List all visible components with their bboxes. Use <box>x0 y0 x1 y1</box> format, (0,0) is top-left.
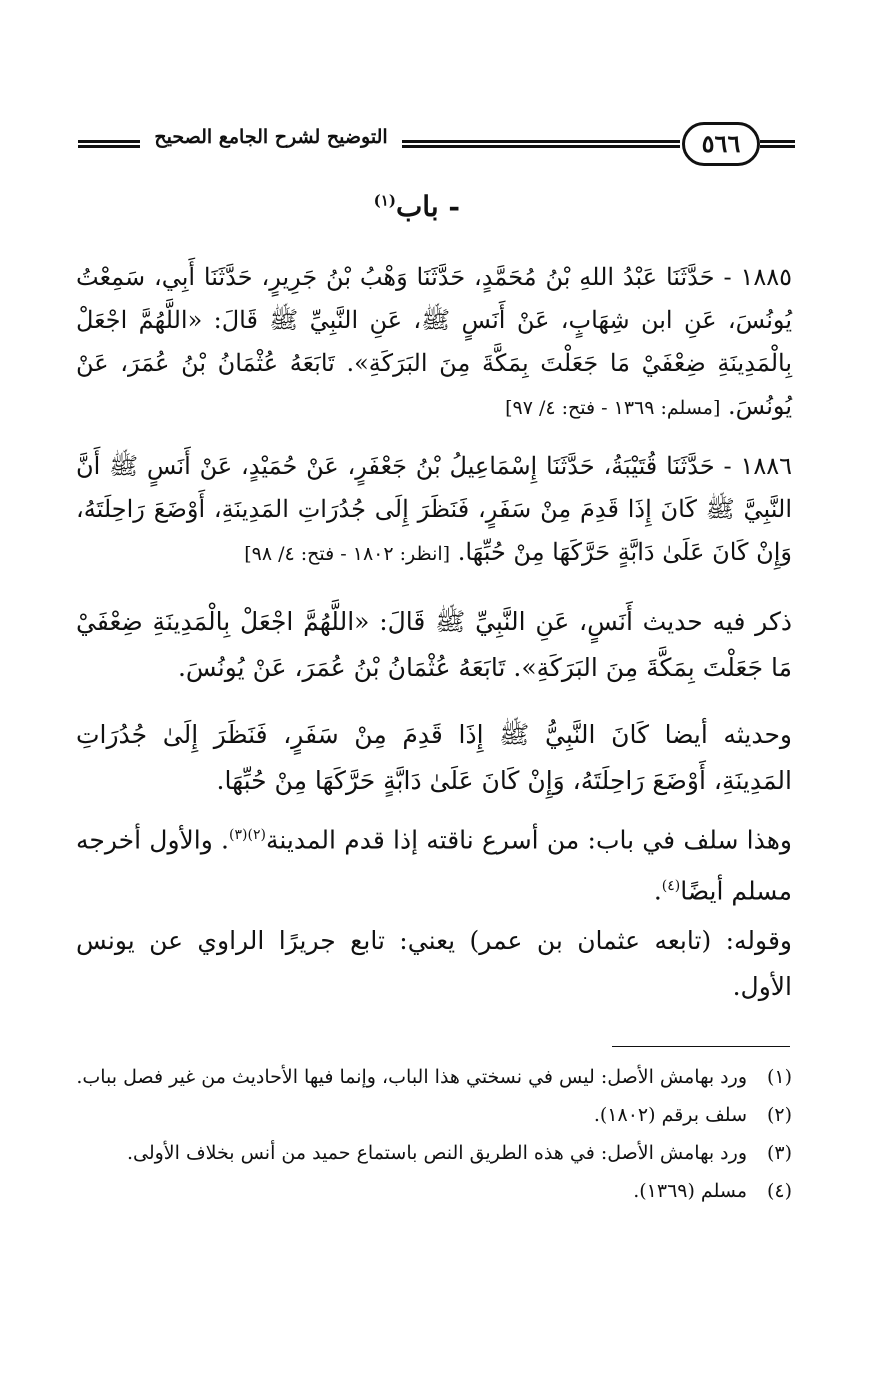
hadith-text: ١٨٨٥ - حَدَّثَنَا عَبْدُ اللهِ بْنُ مُحَمَّدٍ، حَدَّثَنَا وَهْبُ بْنُ جَرِيرٍ، حَدَّثَنَا أَبِي، سَمِعْتُ يُونُسَ، عَنِ ابن شِهَابٍ، عَنْ أَنَسٍ ﷺ، عَنِ النَّبِيِّ ﷺ قَالَ: «اللَّهُمَّ اجْعَلْ بِالْمَدِينَةِ ضِعْفَيْ مَا جَعَلْتَ بِمَكَّةَ مِنَ البَرَكَةِ». تَابَعَهُ عُثْمَانُ بْنُ عُمَرَ، عَنْ يُونُسَ. <box>76 263 792 420</box>
commentary-text: . والأول أخرجه مسلم أيضًا <box>76 825 792 906</box>
running-title: التوضيح لشرح الجامع الصحيح <box>154 126 388 148</box>
footnote-ref: (١) <box>373 191 396 210</box>
commentary-paragraph-2: وحديثه أيضا كَانَ النَّبِيُّ ﷺ إِذَا قَدِمَ مِنْ سَفَرٍ، فَنَظَرَ إِلَىٰ جُدُرَاتِ المَدِينَةِ، أَوْضَعَ رَاحِلَتَهُ، وَإِنْ كَانَ عَلَىٰ دَابَّةٍ حَرَّكَهَا مِنْ حُبِّهَا. <box>76 720 792 795</box>
footnote-number: (٣) <box>766 1142 792 1164</box>
footnotes <box>76 1058 792 1210</box>
hadith-1885 <box>76 256 792 430</box>
footnote <box>76 1134 792 1172</box>
footnote <box>76 1096 792 1134</box>
header-rule-left <box>78 140 140 148</box>
chapter-title: - باب <box>395 190 460 223</box>
hadith-source: [انظر: ١٨٠٢ - فتح: ٤/ ٩٨] <box>244 543 451 565</box>
footnote-ref: (٤) <box>661 878 681 895</box>
footnote-number: (١) <box>766 1066 792 1088</box>
footnote <box>76 1172 792 1210</box>
page-header <box>70 118 795 174</box>
footnote-text: ورد بهامش الأصل: في هذه الطريق النص باستماع حميد من أنس بخلاف الأولى. <box>126 1142 747 1164</box>
footnote-ref: (٢)(٣) <box>229 827 266 843</box>
footnote-number: (٢) <box>766 1104 792 1126</box>
commentary-text: . <box>653 876 662 906</box>
commentary-paragraph-3 <box>76 812 792 915</box>
header-rule-middle <box>402 140 680 148</box>
hadith-text: ١٨٨٦ - حَدَّثَنَا قُتَيْبَةُ، حَدَّثَنَا إِسْمَاعِيلُ بْنُ جَعْفَرٍ، عَنْ حُمَيْدٍ، عَنْ أَنَسٍ ﷺ أَنَّ النَّبِيَّ ﷺ كَانَ إِذَا قَدِمَ مِنْ سَفَرٍ، فَنَظَرَ إِلَى جُدُرَاتِ المَدِينَةِ، أَوْضَعَ رَاحِلَتَهُ، وَإِنْ كَانَ عَلَىٰ دَابَّةٍ حَرَّكَهَا مِنْ حُبِّهَا. <box>76 452 792 566</box>
footnote-number: (٤) <box>766 1180 792 1202</box>
footnote-text: سلف برقم (١٨٠٢). <box>593 1104 747 1126</box>
header-rule-right <box>760 140 795 148</box>
footnote-separator <box>612 1046 790 1047</box>
hadith-1886 <box>76 445 792 576</box>
footnote-text: ورد بهامش الأصل: ليس في نسختي هذا الباب، وإنما فيها الأحاديث من غير فصل بباب. <box>76 1066 747 1088</box>
chapter-heading <box>300 190 460 223</box>
commentary-paragraph-1: ذكر فيه حديث أَنَسٍ، عَنِ النَّبِيِّ ﷺ قَالَ: «اللَّهُمَّ اجْعَلْ بِالْمَدِينَةِ ضِعْفَيْ مَا جَعَلْتَ بِمَكَّةَ مِنَ البَرَكَةِ». تَابَعَهُ عُثْمَانُ بْنُ عُمَرَ، عَنْ يُونُسَ. <box>76 607 792 682</box>
commentary-text: وهذا سلف في باب: من أسرع ناقته إذا قدم المدينة <box>265 825 792 855</box>
footnote-text: مسلم (١٣٦٩). <box>633 1180 747 1202</box>
page-number: ٥٦٦ <box>682 122 760 166</box>
hadith-source: [مسلم: ١٣٦٩ - فتح: ٤/ ٩٧] <box>505 397 721 419</box>
commentary-paragraph-4: وقوله: (تابعه عثمان بن عمر) يعني: تابع جريرًا الراوي عن يونس الأول. <box>76 926 792 1001</box>
footnote <box>76 1058 792 1096</box>
